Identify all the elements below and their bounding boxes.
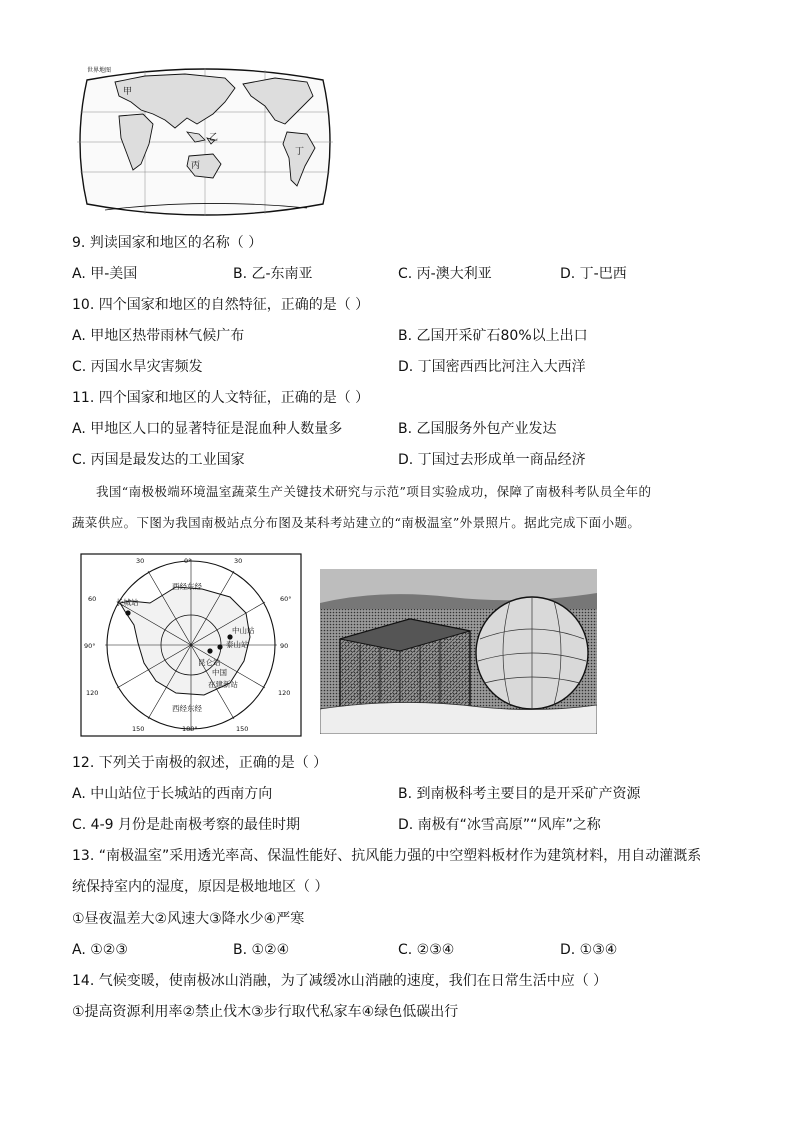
map-label-new-station: 在建新站 (208, 680, 238, 689)
question-10-option-d: D. 丁国密西西比河注入大西洋 (398, 359, 586, 375)
question-13-option-a: A. ①②③ (72, 942, 128, 958)
question-9-option-c: C. 丙-澳大利亚 (398, 266, 492, 282)
deg-150-right: 150 (236, 725, 249, 733)
deg-60-right: 60° (280, 595, 292, 603)
deg-90-right: 90 (280, 642, 289, 650)
question-13-option-b: B. ①②④ (233, 942, 290, 958)
question-10-stem: 10. 四个国家和地区的自然特征，正确的是（ ） (72, 297, 370, 313)
question-13-option-d: D. ①③④ (560, 942, 618, 958)
question-11-option-c: C. 丙国是最发达的工业国家 (72, 452, 245, 468)
region-label-yi: 乙 (209, 133, 219, 143)
station-zhongshan-dot (227, 634, 232, 639)
passage-line-2: 蔬菜供应。下图为我国南极站点分布图及某科考站建立的“南极温室”外景照片。据此完成下面小题。 (72, 515, 641, 530)
question-14-choices: ①提高资源利用率②禁止伐木③步行取代私家车④绿色低碳出行 (72, 1004, 459, 1020)
question-13-stem: 13. “南极温室”采用透光率高、保温性能好、抗风能力强的中空塑料板材作为建筑材料，用自动灌溉系 (72, 848, 702, 864)
map-label-taishan: 泰山站 (226, 640, 249, 649)
question-13-stem-continued: 统保持室内的湿度，原因是极地地区（ ） (72, 879, 329, 895)
deg-120-right: 120 (278, 689, 291, 697)
question-9-option-b: B. 乙-东南亚 (233, 266, 313, 282)
region-label-ding: 丁 (295, 147, 305, 157)
question-11-option-a: A. 甲地区人口的显著特征是混血种人数量多 (72, 421, 343, 437)
passage-line-1: 我国“南极极端环境温室蔬菜生产关键技术研究与示范”项目实验成功，保障了南极科考队员全年的 (96, 484, 652, 499)
question-10-option-a: A. 甲地区热带雨林气候广布 (72, 328, 245, 344)
deg-90-left: 90° (84, 642, 96, 650)
question-14-stem: 14. 气候变暖，使南极冰山消融，为了减缓冰山消融的速度，我们在日常生活中应（ ） (72, 973, 608, 989)
question-10-option-c: C. 丙国水旱灾害频发 (72, 359, 203, 375)
question-11-stem: 11. 四个国家和地区的人文特征，正确的是（ ） (72, 390, 370, 406)
map-label-lon-top: 西经东经 (172, 582, 202, 591)
question-9-option-a: A. 甲-美国 (72, 266, 138, 282)
question-12-option-d: D. 南极有“冰雪高原”“风库”之称 (398, 817, 601, 833)
station-kunlun-dot (207, 648, 212, 653)
region-label-bing: 丙 (191, 161, 201, 171)
station-changcheng-dot (125, 610, 130, 615)
question-12-option-b: B. 到南极科考主要目的是开采矿产资源 (398, 786, 641, 802)
antarctic-station-map (80, 553, 302, 737)
deg-60-left: 60 (88, 595, 97, 603)
question-11-option-d: D. 丁国过去形成单一商品经济 (398, 452, 586, 468)
deg-30-right: 30 (234, 557, 243, 565)
question-9-stem: 9. 判读国家和地区的名称（ ） (72, 235, 263, 251)
question-11-option-b: B. 乙国服务外包产业发达 (398, 421, 557, 437)
map-label-china: 中国 (212, 668, 227, 677)
question-9-option-d: D. 丁-巴西 (560, 266, 627, 282)
map-label-zhongshan: 中山站 (232, 626, 255, 635)
deg-150-left: 150 (132, 725, 145, 733)
world-map-figure (75, 62, 335, 222)
question-12-stem: 12. 下列关于南极的叙述，正确的是（ ） (72, 755, 328, 771)
deg-0: 0° (184, 557, 192, 565)
deg-120-left: 120 (86, 689, 99, 697)
region-label-jia: 甲 (123, 87, 133, 97)
deg-180: 180° (182, 725, 198, 733)
map-label-kunlun: 昆仑站 (198, 658, 221, 667)
map-label-lon-bottom: 西经东经 (172, 704, 202, 713)
map-label-changcheng: 长城站 (116, 598, 139, 607)
deg-30-left: 30 (136, 557, 145, 565)
question-10-option-b: B. 乙国开采矿石80%以上出口 (398, 328, 588, 344)
world-map-corner-label: 世界地图 (87, 67, 112, 74)
question-13-choices: ①昼夜温差大②风速大③降水少④严寒 (72, 911, 305, 927)
question-12-option-a: A. 中山站位于长城站的西南方向 (72, 786, 273, 802)
question-13-option-c: C. ②③④ (398, 942, 455, 958)
antarctic-greenhouse-photo (320, 569, 597, 734)
station-taishan-dot (217, 644, 222, 649)
question-12-option-c: C. 4-9 月份是赴南极考察的最佳时期 (72, 817, 300, 833)
